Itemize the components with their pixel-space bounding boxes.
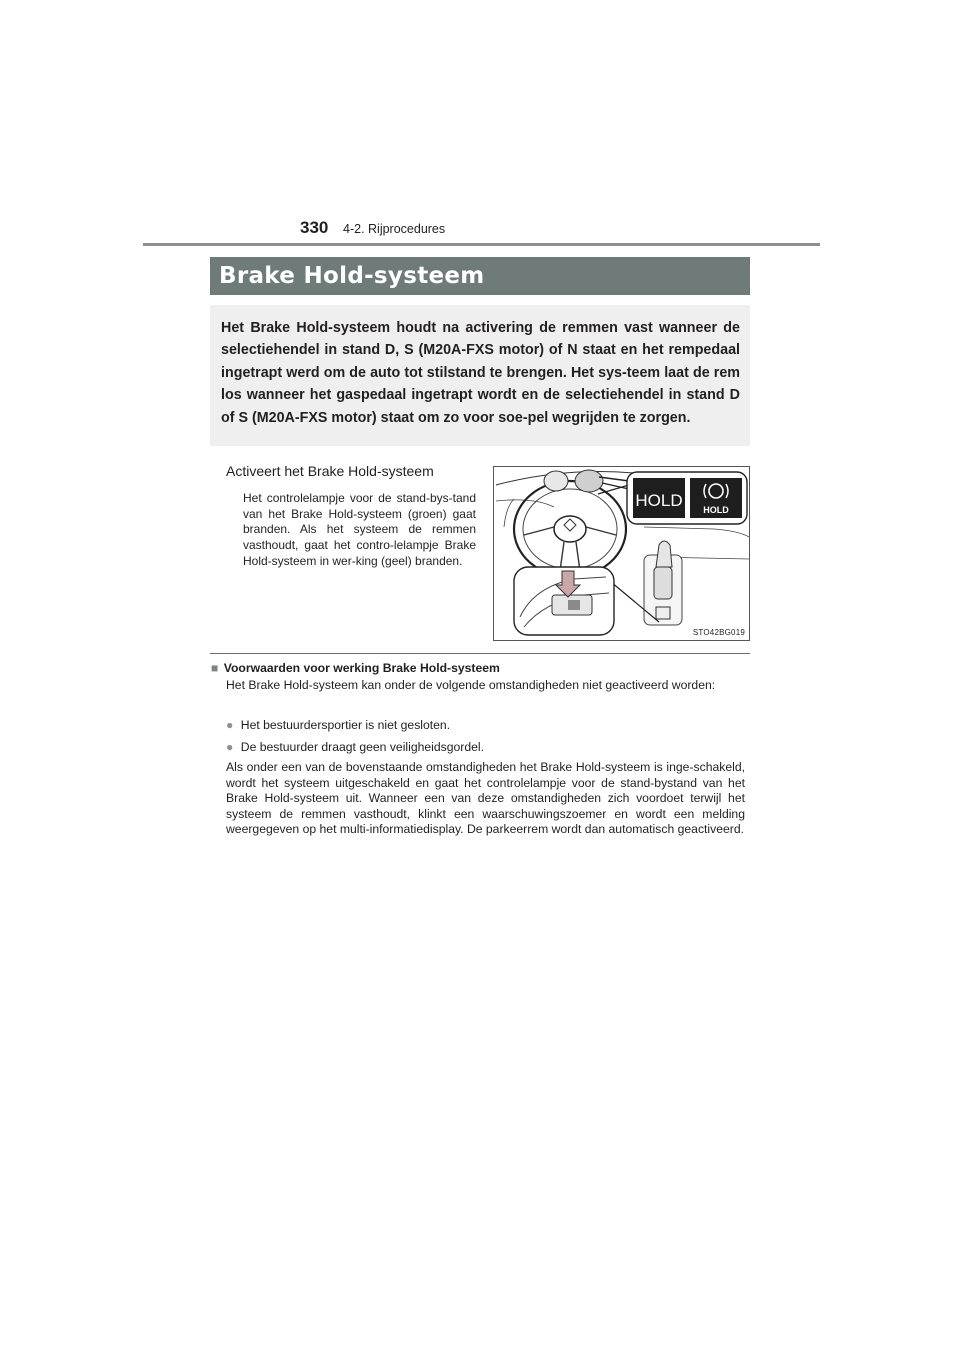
hold-indicator-icon: HOLD <box>635 491 683 510</box>
list-item <box>226 718 450 734</box>
dashboard-drawing <box>494 467 750 641</box>
list-item-text: Het bestuurdersportier is niet gesloten. <box>240 718 451 732</box>
brake-hold-illustration <box>493 466 750 641</box>
callout-description: Het controlelampje voor de stand-bys-tand van het Brake Hold-systeem (groen) gaat branden. Als het systeem de remmen vasthoudt, gaat het contro-lelampje Brake Hold-systeem in wer-king (geel) branden. <box>243 491 476 568</box>
page-number: 330 <box>300 218 329 237</box>
header-divider <box>143 243 820 246</box>
conditions-heading-text: Voorwaarden voor werking Brake Hold-systeem <box>223 661 500 675</box>
console-switch-inset <box>514 567 614 635</box>
bullet-icon: ● <box>226 740 234 754</box>
conditions-heading <box>211 661 500 675</box>
intro-paragraph: Het Brake Hold-systeem houdt na activering de remmen vast wanneer de selectiehendel in stand D, S (M20A-FXS motor) of N staat en het rempedaal ingetrapt werd om de auto tot stilstand te brengen. Het sys-teem laat de rem los wanneer het gaspedaal ingetrapt wordt en de selectiehendel in stand D of S (M20A-FXS motor) staat om zo voor soe-pel wegrijden te zorgen. <box>210 305 750 446</box>
brake-hold-indicator-label: HOLD <box>703 505 729 515</box>
bullet-icon: ● <box>226 718 234 732</box>
section-divider <box>210 653 750 654</box>
section-title: Brake Hold-systeem <box>210 257 750 295</box>
conditions-lead: Het Brake Hold-systeem kan onder de volgende omstandigheden niet geactiveerd worden: <box>226 678 716 692</box>
callout-title: Activeert het Brake Hold-systeem <box>226 463 434 479</box>
section-label: 4-2. Rijprocedures <box>343 222 446 236</box>
square-bullet-icon: ■ <box>211 661 219 675</box>
figure-code: STO42BG019 <box>692 628 745 637</box>
list-item <box>226 740 484 756</box>
steering-wheel <box>514 481 626 577</box>
list-item-text: De bestuurder draagt geen veiligheidsgordel. <box>240 740 484 754</box>
conditions-body: Als onder een van de bovenstaande omstandigheden het Brake Hold-systeem is inge-schakeld, wordt het systeem uitgeschakeld en gaat het controlelampje voor de stand-bystand van het Brake Hold-systeem uit. Wanneer een van deze omstandigheden zich voordoet terwijl het systeem de remmen vasthoudt, klinkt een waarschuwingszoemer en wordt een melding weergegeven op het multi-informatiedisplay. De parkeerrem wordt dan automatisch geactiveerd. <box>226 760 745 836</box>
